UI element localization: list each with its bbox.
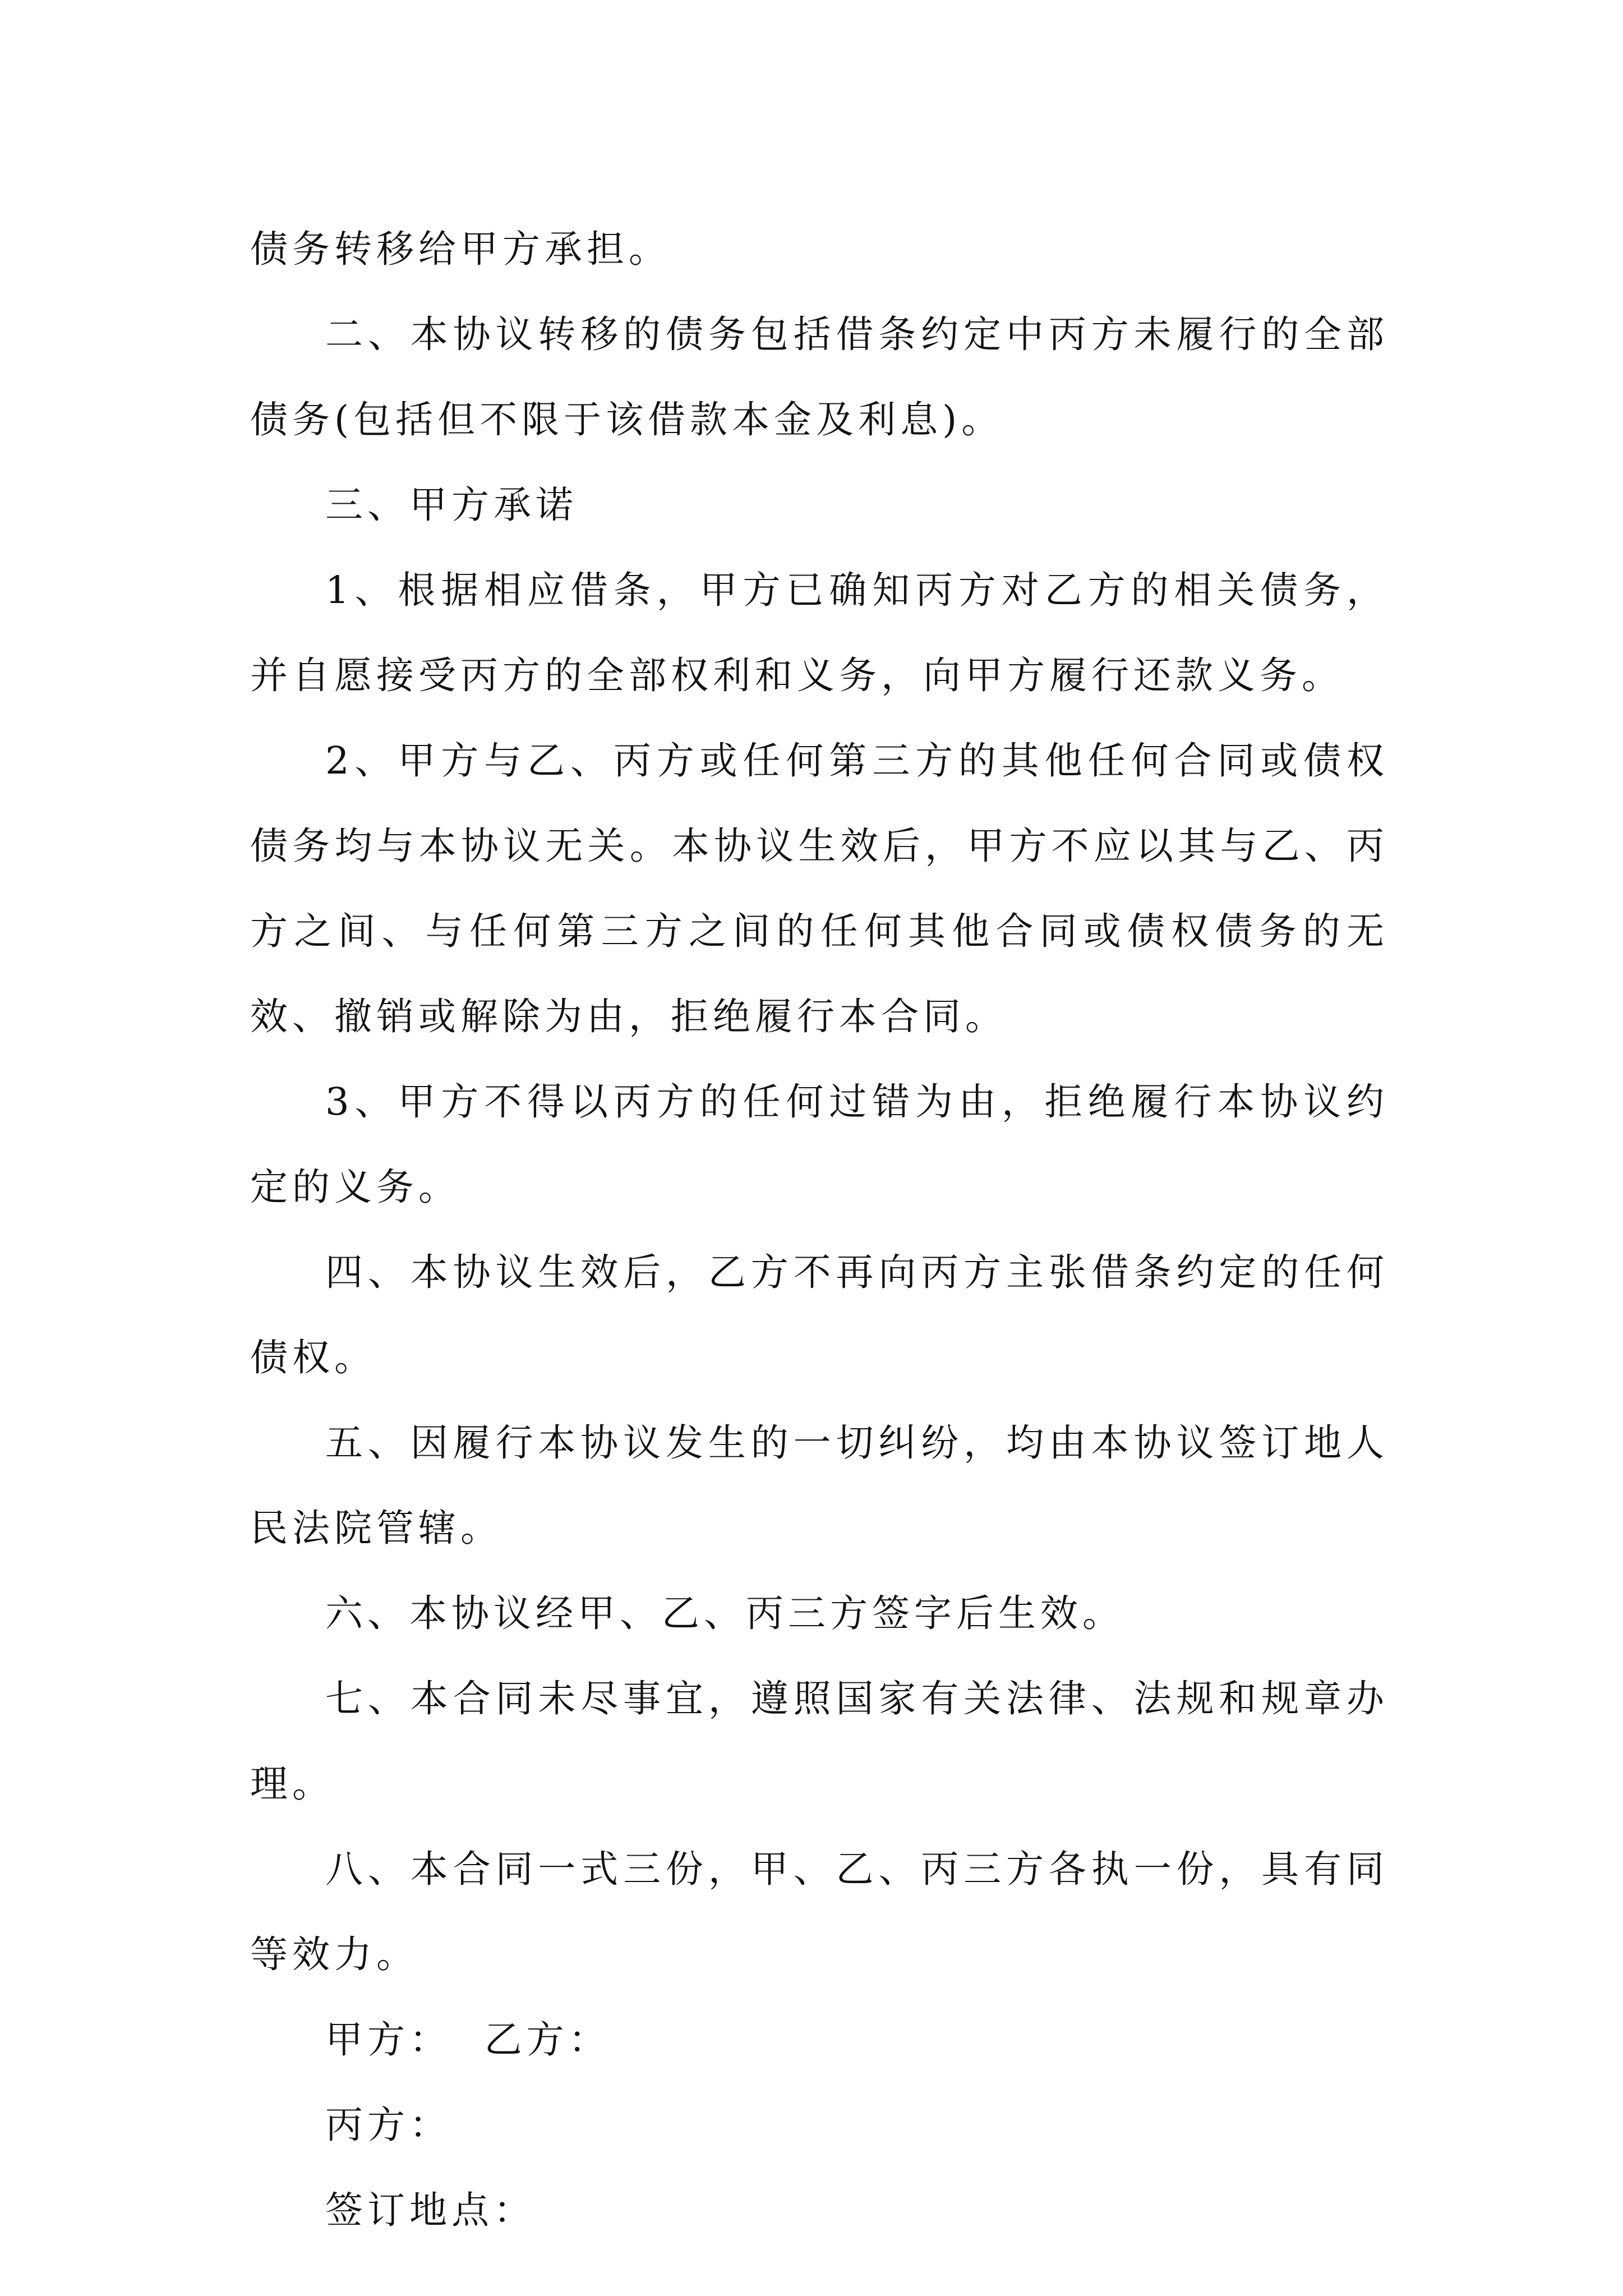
paragraph-clause-3-item-1: 1、根据相应借条，甲方已确知丙方对乙方的相关债务，并自愿接受丙方的全部权利和义务，向甲方履行还款义务。 bbox=[250, 568, 1389, 697]
paragraph-debt-transfer-continuation: 债务转移给甲方承担。 bbox=[250, 227, 671, 271]
party-b-label: 乙方： bbox=[484, 2018, 611, 2062]
paragraph-clause-6: 六、本协议经甲、乙、丙三方签字后生效。 bbox=[325, 1591, 1124, 1635]
paragraph-clause-2: 二、本协议转移的债务包括借条约定中丙方未履行的全部债务(包括但不限于该借款本金及利息)。 bbox=[250, 312, 1389, 441]
paragraph-clause-3-item-3: 3、甲方不得以丙方的任何过错为由，拒绝履行本协议约定的义务。 bbox=[250, 1080, 1389, 1209]
signature-line-parties-a-b bbox=[250, 1997, 1389, 2082]
paragraph-clause-5: 五、因履行本协议发生的一切纠纷，均由本协议签订地人民法院管辖。 bbox=[250, 1421, 1389, 1550]
party-a-label: 甲方： bbox=[325, 2018, 451, 2062]
paragraph-clause-3-heading: 三、甲方承诺 bbox=[325, 483, 578, 527]
paragraph-clause-3-item-2: 2、甲方与乙、丙方或任何第三方的其他任何合同或债权债务均与本协议无关。本协议生效后，甲方不应以其与乙、丙方之间、与任何第三方之间的任何其他合同或债权债务的无效、撤销或解除为由，拒绝履行本合同。 bbox=[250, 739, 1389, 1038]
signature-line-party-c bbox=[250, 2082, 1389, 2168]
paragraph-clause-7: 七、本合同未尽事宜，遵照国家有关法律、法规和规章办理。 bbox=[250, 1677, 1389, 1806]
document-body bbox=[250, 206, 1389, 2253]
signature-line-place bbox=[250, 2168, 1389, 2253]
signing-place-label: 签订地点： bbox=[325, 2188, 536, 2232]
paragraph-clause-8: 八、本合同一式三份，甲、乙、丙三方各执一份，具有同等效力。 bbox=[250, 1847, 1389, 1976]
party-c-label: 丙方： bbox=[325, 2103, 451, 2147]
paragraph-clause-4: 四、本协议生效后，乙方不再向丙方主张借条约定的任何债权。 bbox=[250, 1250, 1389, 1379]
